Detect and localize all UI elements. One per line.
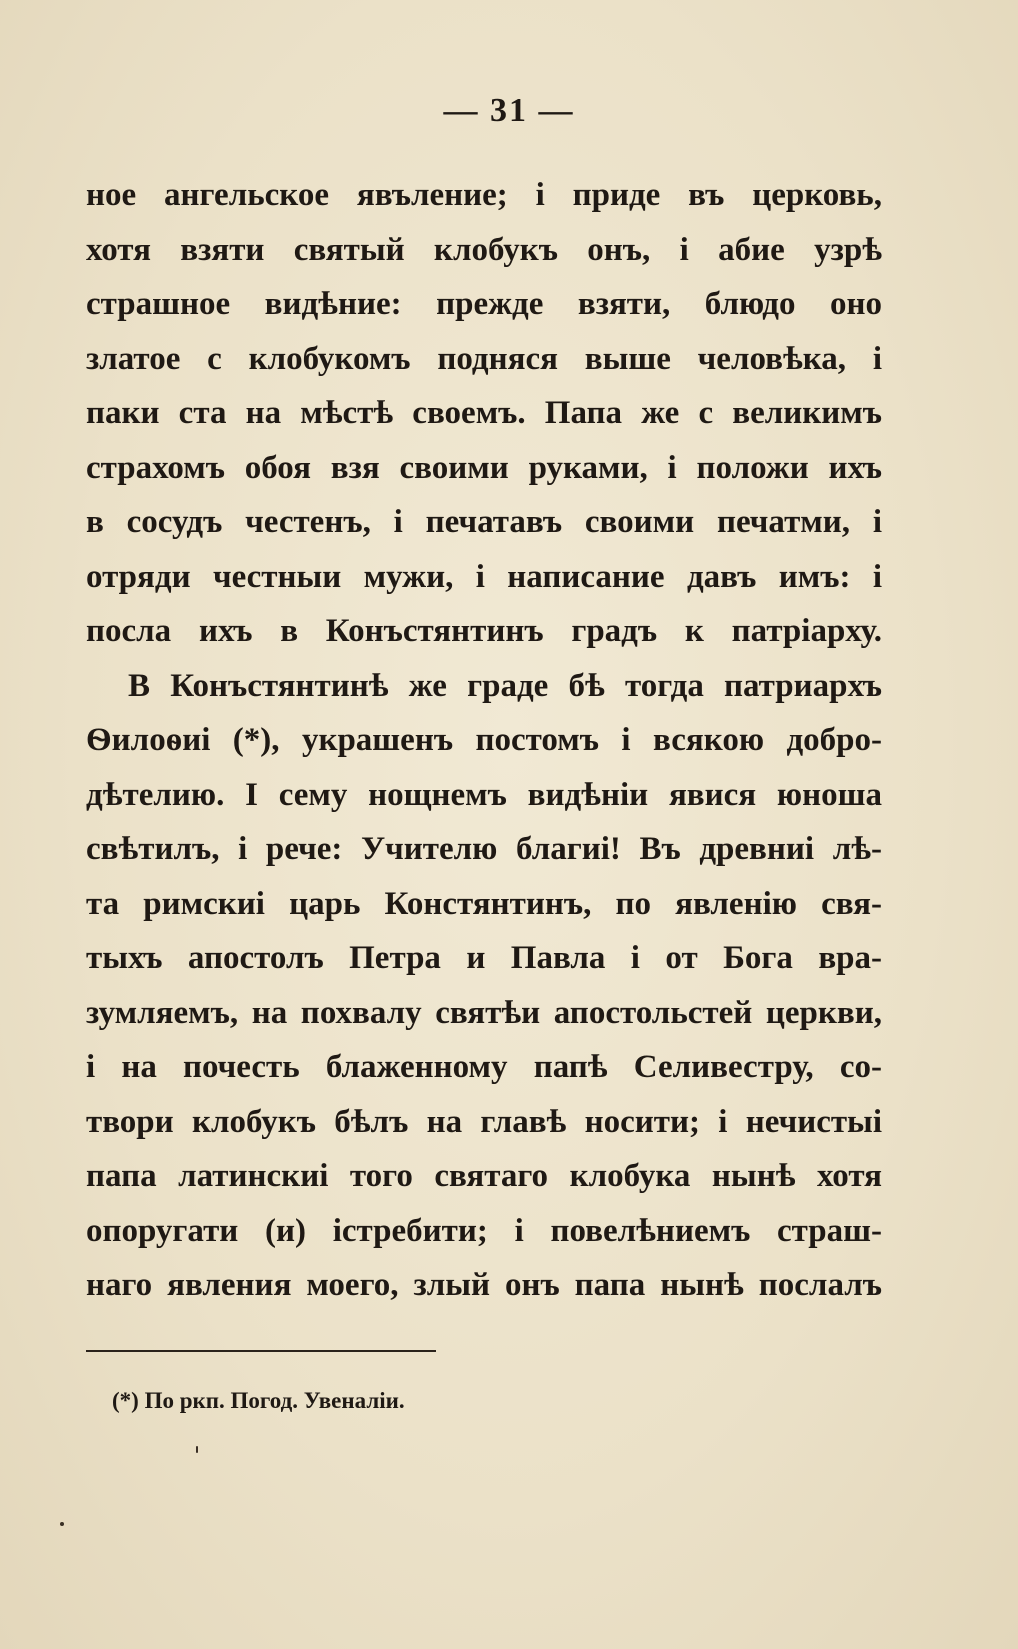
text-line: дѣтелию. І сему нощнемъ видѣніи явися юноша bbox=[86, 776, 882, 813]
footnote: (*) По ркп. Погод. Увеналіи. bbox=[112, 1388, 405, 1413]
text-line: посла ихъ в Конъстянтинъ градъ к патріарху. bbox=[86, 613, 882, 649]
text-line: страшное видѣние: прежде взяти, блюдо оно bbox=[86, 286, 882, 322]
text-line: і на почесть блаженному папѣ Селивестру, со- bbox=[86, 1049, 882, 1085]
text-line: тыхъ апостолъ Петра и Павла і от Бога вра- bbox=[86, 940, 882, 976]
ink-speck bbox=[60, 1522, 64, 1526]
text-line: Ѳилоѳиі (*), украшенъ постомъ і всякою добро- bbox=[86, 722, 882, 758]
text-line: та римскиі царь Констянтинъ, по явленію свя- bbox=[86, 885, 882, 922]
text-line: наго явления моего, злый онъ папа нынѣ послалъ bbox=[86, 1267, 882, 1303]
text-line: свѣтилъ, і рече: Учителю благиі! Въ древниі лѣ- bbox=[86, 831, 882, 867]
text-line: папа латинскиі того святаго клобука нынѣ хотя bbox=[86, 1158, 882, 1194]
text-line: в сосудъ честенъ, і печатавъ своими печатми, і bbox=[86, 504, 882, 540]
text-line: ное ангельское явъление; і приде въ церковь, bbox=[86, 177, 882, 213]
text-line: паки ста на мѣстѣ своемъ. Папа же с великимъ bbox=[86, 395, 882, 431]
ink-speck bbox=[196, 1446, 198, 1453]
text-line: опоругати (и) істребити; і повелѣниемъ страш- bbox=[86, 1212, 882, 1249]
text-line: твори клобукъ бѣлъ на главѣ носити; і нечистыі bbox=[86, 1103, 882, 1140]
page-number: — 31 — bbox=[443, 92, 575, 129]
body-text bbox=[86, 168, 882, 1313]
text-line: В Конъстянтинѣ же граде бѣ тогда патриархъ bbox=[128, 667, 882, 704]
text-line: златое с клобукомъ подняся выше человѣка, і bbox=[86, 340, 882, 377]
text-line: страхомъ обоя взя своими руками, і положи ихъ bbox=[86, 449, 882, 486]
footnote-rule bbox=[86, 1350, 436, 1352]
text-line: отряди честныи мужи, і написание давъ имъ: і bbox=[86, 558, 882, 595]
text-line: зумляемъ, на похвалу святѣи апостольстей церкви, bbox=[86, 994, 882, 1031]
text-line: хотя взяти святый клобукъ онъ, і абие узрѣ bbox=[86, 231, 882, 268]
